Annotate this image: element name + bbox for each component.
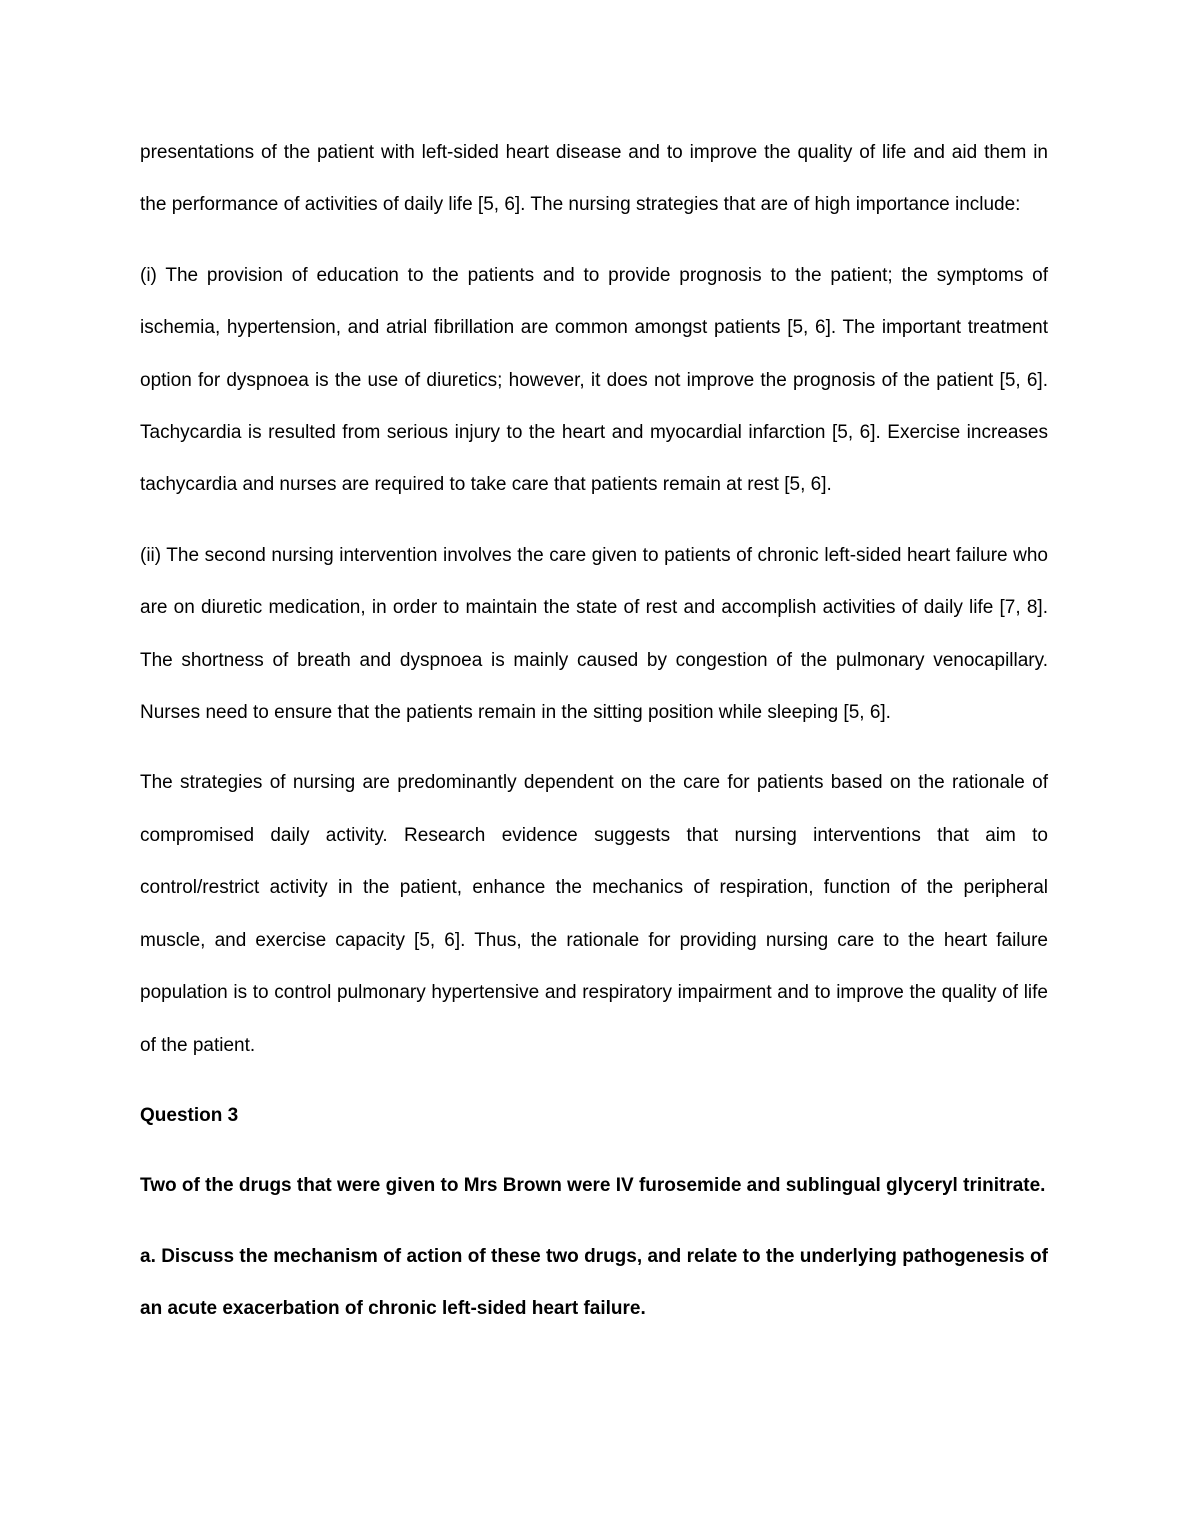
question-intro: Two of the drugs that were given to Mrs Brown were IV furosemide and sublingual glyceryl trinitrate. — [140, 1175, 1046, 1197]
paragraph-intervention-ii: (ii) The second nursing intervention involves the care given to patients of chronic left-sided heart failure who are on diuretic medication, in order to maintain the state of rest and accomplish activities of daily life [7, 8]. The shortness of breath and dyspnoea is mainly caused by congestion of the pulmonary venocapillary. Nurses need to ensure that the patients remain in the sitting position while sleeping [5, 6]. — [140, 544, 1048, 724]
question-part-a: a. Discuss the mechanism of action of these two drugs, and relate to the underlying pathogenesis of an acute exacerbation of chronic left-sided heart failure. — [140, 1245, 1048, 1320]
paragraph-nursing-strategies-intro: presentations of the patient with left-sided heart disease and to improve the quality of life and aid them in the performance of activities of daily life [5, 6]. The nursing strategies that are of high importance include: — [140, 142, 1048, 216]
paragraph-nursing-rationale: The strategies of nursing are predominantly dependent on the care for patients based on the rationale of compromised daily activity. Research evidence suggests that nursing interventions that aim to control/restrict activity in the patient, enhance the mechanics of respiration, function of the peripheral muscle, and exercise capacity [5, 6]. Thus, the rationale for providing nursing care to the heart failure population is to control pulmonary hypertensive and respiratory impairment and to improve the quality of life of the patient. — [140, 772, 1048, 1056]
paragraph-intervention-i: (i) The provision of education to the patients and to provide prognosis to the patient; the symptoms of ischemia, hypertension, and atrial fibrillation are common amongst patients [5, 6]. The important treatment option for dyspnoea is the use of diuretics; however, it does not improve the prognosis of the patient [5, 6]. Tachycardia is resulted from serious injury to the heart and myocardial infarction [5, 6]. Exercise increases tachycardia and nurses are required to take care that patients remain at rest [5, 6]. — [140, 264, 1048, 496]
document-page — [140, 127, 1048, 1354]
question-heading: Question 3 — [140, 1104, 239, 1126]
